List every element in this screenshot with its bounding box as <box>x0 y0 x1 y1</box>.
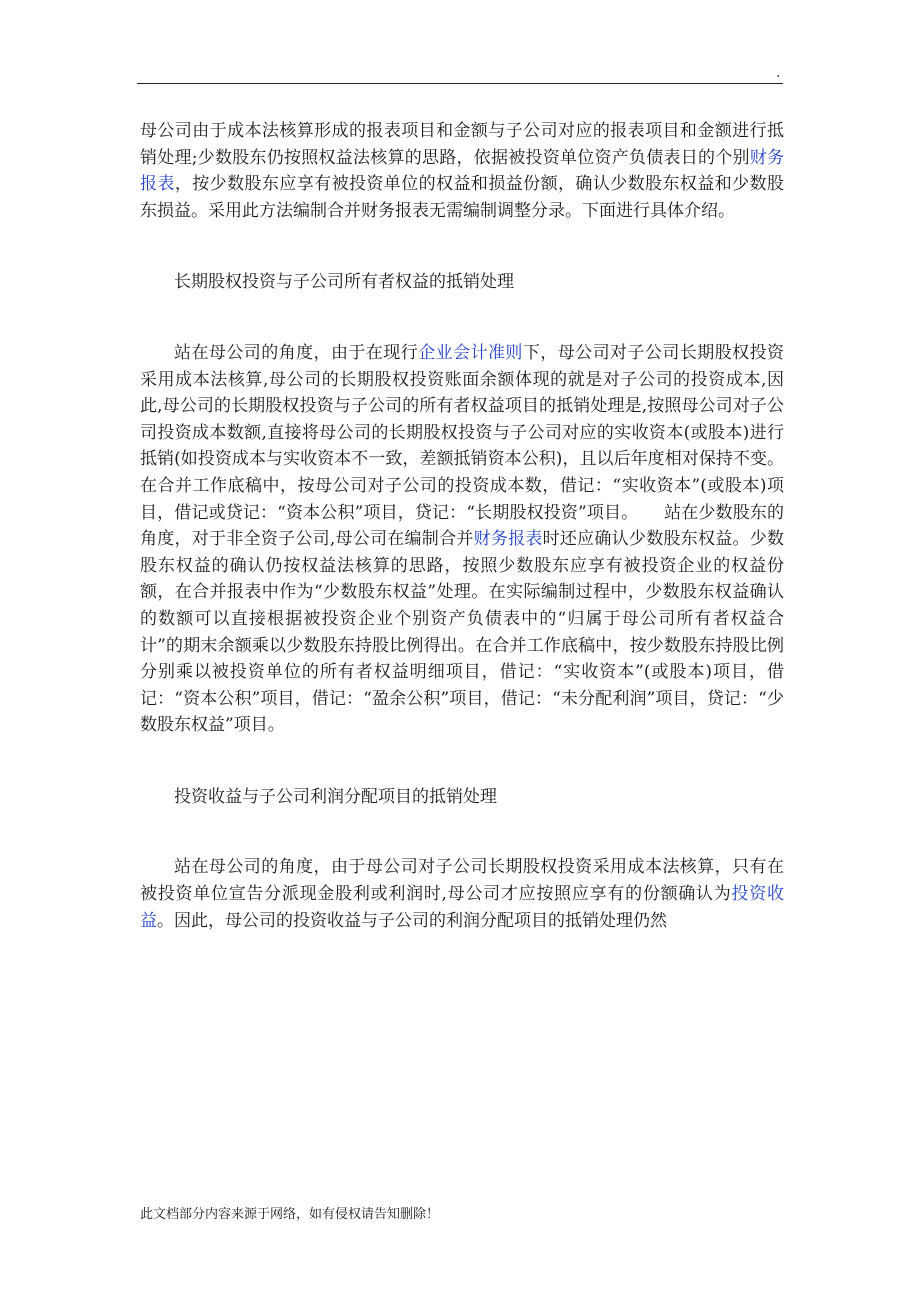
link-investment-income[interactable]: 投资收益 <box>140 884 785 931</box>
spacer <box>140 739 784 784</box>
intro-text-end: ，按少数股东应享有被投资单位的权益和损益份额，确认少数股东权益和少数股东损益。采用此方法编制合并财务报表无需编制调整分录。下面进行具体介绍。 <box>140 174 785 221</box>
spacer <box>140 224 784 269</box>
intro-paragraph <box>140 118 784 224</box>
header-rule <box>137 83 783 84</box>
intro-text-start: 母公司由于成本法核算形成的报表项目和金额与子公司对应的报表项目和金额进行抵销处理;少数股东仍按照权益法核算的思路，依据被投资单位资产负债表日的个别 <box>140 121 784 168</box>
link-financial-statements-2[interactable]: 财务报表 <box>473 529 543 550</box>
footer-disclaimer: 此文档部分内容来源于网络，如有侵权请告知删除！ <box>140 1207 440 1222</box>
income-text-end: 。因此，母公司的投资收益与子公司的利润分配项目的抵销处理仍然 <box>157 910 667 931</box>
income-paragraph <box>140 854 784 934</box>
section-heading-income: 投资收益与子公司利润分配项目的抵销处理 <box>174 786 497 807</box>
link-financial-statements[interactable]: 财务报表 <box>140 147 785 195</box>
header-dot: . <box>776 65 781 81</box>
equity-text-start: 站在母公司的角度，由于在现行 <box>174 342 419 363</box>
equity-text-middle: 下，母公司对子公司长期股权投资采用成本法核算,母公司的长期股权投资账面余额体现的就是对子公司的投资成本,因此,母公司的长期股权投资与子公司的所有者权益项目的抵销处理是,按照母公司对子公司投资成本数额,直接将母公司的长期股权投资与子公司对应的实收资本(或股本)进行抵销(如投资成本与实收资本不一致，差额抵销资本公积)，且以后年度相对保持不变。在合并工作底稿中，按母公司对子公司的投资成本数，借记：“实收资本”(或股本)项目，借记或贷记：“资本公积”项目，贷记：“长期股权投资”项目。 站在少数股东的角度，对于非全资子公司,母公司在编制合并 <box>140 342 785 550</box>
income-text-start: 站在母公司的角度，由于母公司对子公司长期股权投资采用成本法核算，只有在被投资单位宣告分派现金股利或利润时,母公司才应按照应享有的份额确认为 <box>140 857 784 905</box>
equity-text-end: 时还应确认少数股东权益。少数股东权益的确认仍按权益法核算的思路，按照少数股东应享有被投资企业的权益份额，在合并报表中作为“少数股东权益”处理。在实际编制过程中，少数股东权益确认的数额可以直接根据被投资企业个别资产负债表中的“归属于母公司所有者权益合计”的期末余额乘以少数股东持股比例得出。在合并工作底稿中，按少数股东持股比例分别乘以被投资单位的所有者权益明细项目，借记：“实收资本”(或股本)项目，借记：“资本公积”项目，借记：“盈余公积”项目，借记：“未分配利润”项目，贷记：“少数股东权益”项目。 <box>140 529 785 736</box>
link-accounting-standards[interactable]: 企业会计准则 <box>418 342 523 363</box>
document-body <box>140 118 784 934</box>
equity-paragraph <box>140 340 784 739</box>
spacer <box>140 296 784 340</box>
section-heading-equity: 长期股权投资与子公司所有者权益的抵销处理 <box>174 272 514 293</box>
spacer <box>140 810 784 854</box>
